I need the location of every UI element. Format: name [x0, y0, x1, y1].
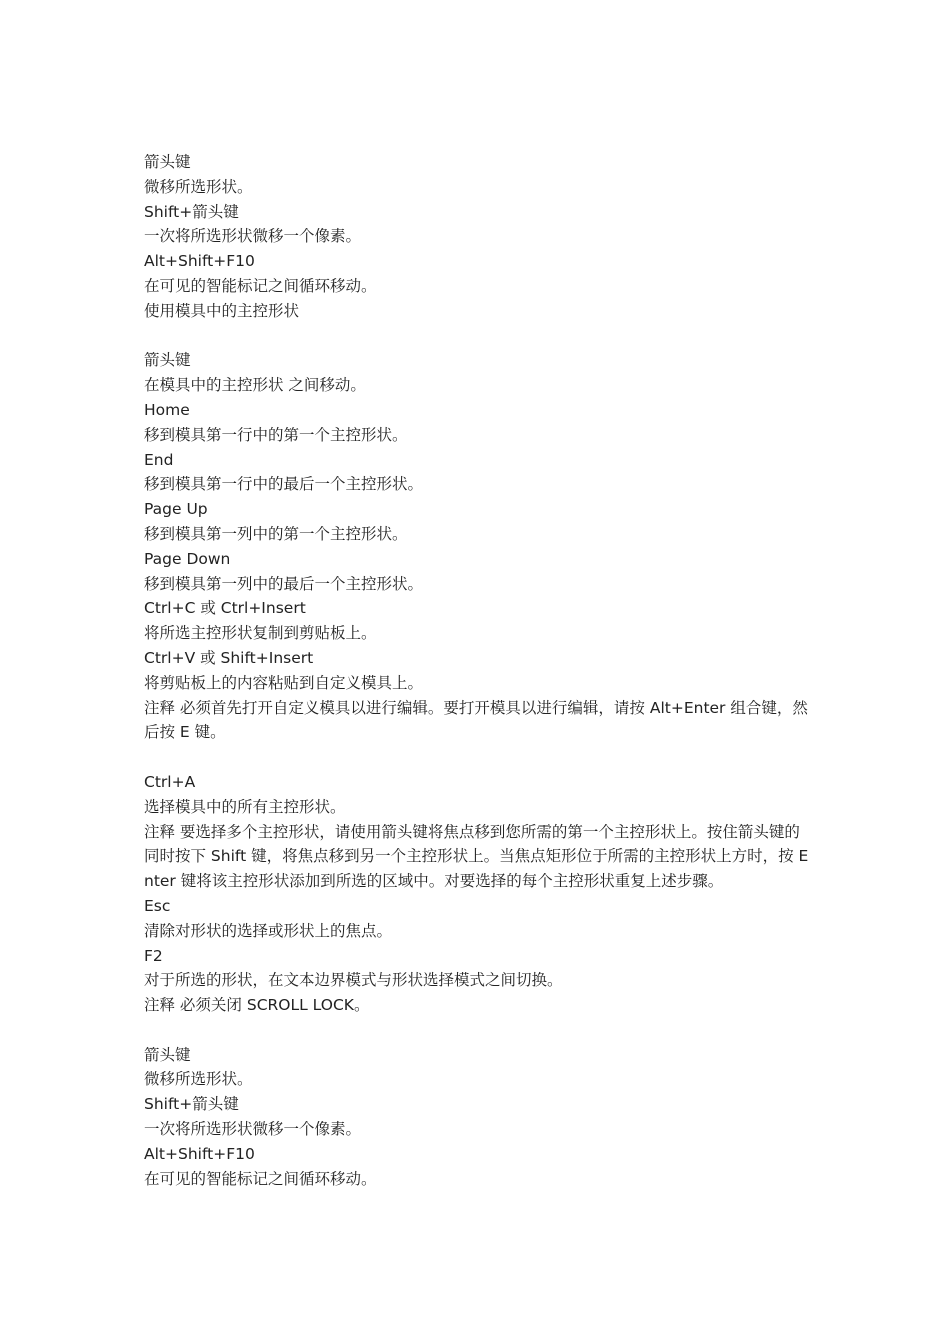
blank-line [144, 1018, 810, 1043]
text-line: Shift+箭头键 [144, 202, 239, 221]
text-line: Alt+Shift+F10 [144, 252, 255, 271]
text-line: End [144, 450, 174, 469]
text-line: 一次将所选形状微移一个像素。 [144, 227, 362, 246]
text-line: Ctrl+A [144, 772, 196, 791]
text-line: 对于所选的形状，在文本边界模式与形状选择模式之间切换。 [144, 971, 563, 990]
blank-line [144, 745, 810, 770]
text-line: 清除对形状的选择或形状上的焦点。 [144, 921, 393, 940]
blank-line [144, 324, 810, 349]
text-line: 微移所选形状。 [144, 177, 253, 196]
text-line: 一次将所选形状微移一个像素。 [144, 1120, 362, 1139]
text-line: 箭头键 [144, 153, 191, 171]
text-line: Ctrl+V 或 Shift+Insert [144, 648, 314, 667]
text-line: 选择模具中的所有主控形状。 [144, 797, 346, 816]
text-line: Page Up [144, 500, 208, 519]
text-line: Alt+Shift+F10 [144, 1144, 255, 1163]
text-line: 注释 要选择多个主控形状，请使用箭头键将焦点移到您所需的第一个主控形状上。按住箭头键的同时按下 Shift 键，将焦点移到另一个主控形状上。当焦点矩形位于所需的主控形状上方时，按 Enter 键将该主控形状添加到所选的区域中。对要选择的每个主控形状重复上述步骤。 [144, 822, 809, 891]
text-line: Ctrl+C 或 Ctrl+Insert [144, 599, 306, 618]
document-body [144, 150, 810, 1191]
text-line: 将剪贴板上的内容粘贴到自定义模具上。 [144, 673, 424, 692]
text-line: 注释 必须关闭 SCROLL LOCK。 [144, 996, 370, 1015]
text-line: Esc [144, 896, 171, 915]
text-line: F2 [144, 946, 163, 965]
text-line: 使用模具中的主控形状 [144, 301, 300, 320]
text-line: 微移所选形状。 [144, 1070, 253, 1089]
text-line: 移到模具第一行中的第一个主控形状。 [144, 425, 408, 444]
text-line: 在可见的智能标记之间循环移动。 [144, 276, 377, 295]
text-line: 注释 必须首先打开自定义模具以进行编辑。要打开模具以进行编辑，请按 Alt+Enter 组合键，然后按 E 键。 [144, 698, 808, 742]
text-line: 移到模具第一列中的最后一个主控形状。 [144, 574, 424, 593]
text-line: Home [144, 400, 190, 419]
text-line: 箭头键 [144, 351, 191, 370]
text-line: 移到模具第一列中的第一个主控形状。 [144, 524, 408, 543]
text-line: 箭头键 [144, 1045, 191, 1064]
text-line: Page Down [144, 549, 231, 568]
text-line: 在可见的智能标记之间循环移动。 [144, 1169, 377, 1188]
text-line: 在模具中的主控形状 之间移动。 [144, 376, 366, 395]
text-line: Shift+箭头键 [144, 1095, 239, 1114]
text-line: 移到模具第一行中的最后一个主控形状。 [144, 475, 424, 494]
text-line: 将所选主控形状复制到剪贴板上。 [144, 624, 377, 643]
